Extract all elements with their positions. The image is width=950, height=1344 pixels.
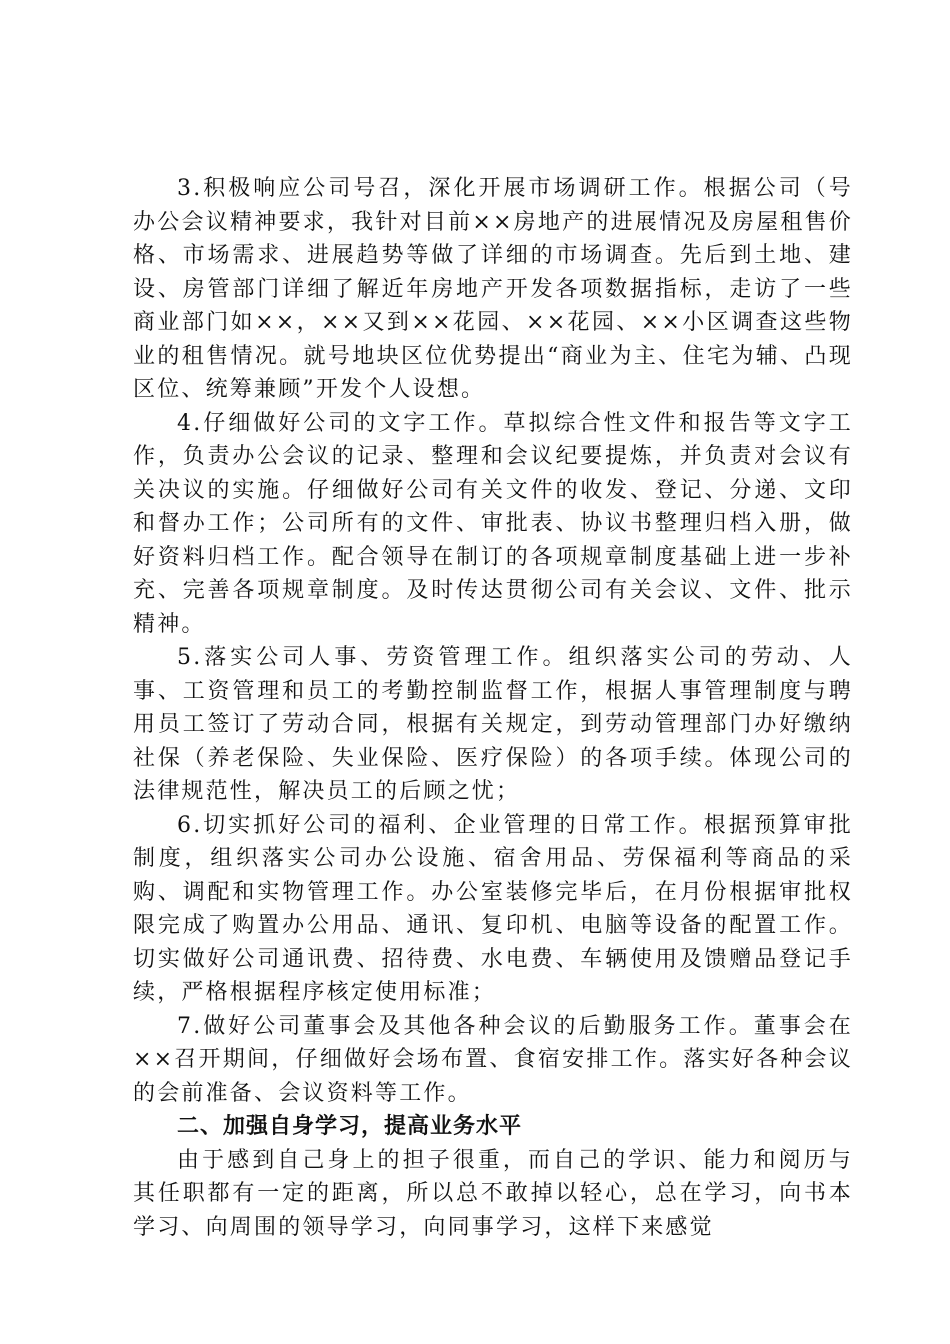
paragraph-item-4: 4.仔细做好公司的文字工作。草拟综合性文件和报告等文字工作，负责办公会议的记录、整理和会议纪要提炼，并负责对会议有关决议的实施。仔细做好公司有关文件的收发、登记、分递、文印和督办工作；公司所有的文件、审批表、协议书整理归档入册，做好资料归档工作。配合领导在制订的各项规章制度基础上进一步补充、完善各项规章制度。及时传达贯彻公司有关会议、文件、批示精神。 (133, 410, 853, 637)
paragraph-item-6: 6.切实抓好公司的福利、企业管理的日常工作。根据预算审批制度，组织落实公司办公设施、宿舍用品、劳保福利等商品的采购、调配和实物管理工作。办公室装修完毕后，在月份根据审批权限完成了购置办公用品、通讯、复印机、电脑等设备的配置工作。切实做好公司通讯费、招待费、水电费、车辆使用及馈赠品登记手续，严格根据程序核定使用标准； (133, 812, 853, 1005)
section-heading: 二、加强自身学习，提高业务水平 (177, 1114, 523, 1139)
paragraph-item-5: 5.落实公司人事、劳资管理工作。组织落实公司的劳动、人事、工资管理和员工的考勤控制监督工作，根据人事管理制度与聘用员工签订了劳动合同，根据有关规定，到劳动管理部门办好缴纳社保（养老保险、失业保险、医疗保险）的各项手续。体现公司的法律规范性，解决员工的后顾之忧； (133, 645, 853, 804)
document-page (133, 172, 853, 1244)
paragraph-item-7: 7.做好公司董事会及其他各种会议的后勤服务工作。董事会在××召开期间，仔细做好会场布置、食宿安排工作。落实好各种会议的会前准备、会议资料等工作。 (133, 1013, 853, 1106)
closing-paragraph: 由于感到自己身上的担子很重，而自己的学识、能力和阅历与其任职都有一定的距离，所以总不敢掉以轻心，总在学习，向书本学习、向周围的领导学习，向同事学习，这样下来感觉 (133, 1147, 853, 1240)
paragraph-item-3: 3.积极响应公司号召，深化开展市场调研工作。根据公司（号办公会议精神要求，我针对目前××房地产的进展情况及房屋租售价格、市场需求、进展趋势等做了详细的市场调查。先后到土地、建设、房管部门详细了解近年房地产开发各项数据指标，走访了一些商业部门如××，××又到××花园、××花园、××小区调查这些物业的租售情况。就号地块区位优势提出“商业为主、住宅为辅、凸现区位、统筹兼顾”开发个人设想。 (133, 176, 853, 402)
